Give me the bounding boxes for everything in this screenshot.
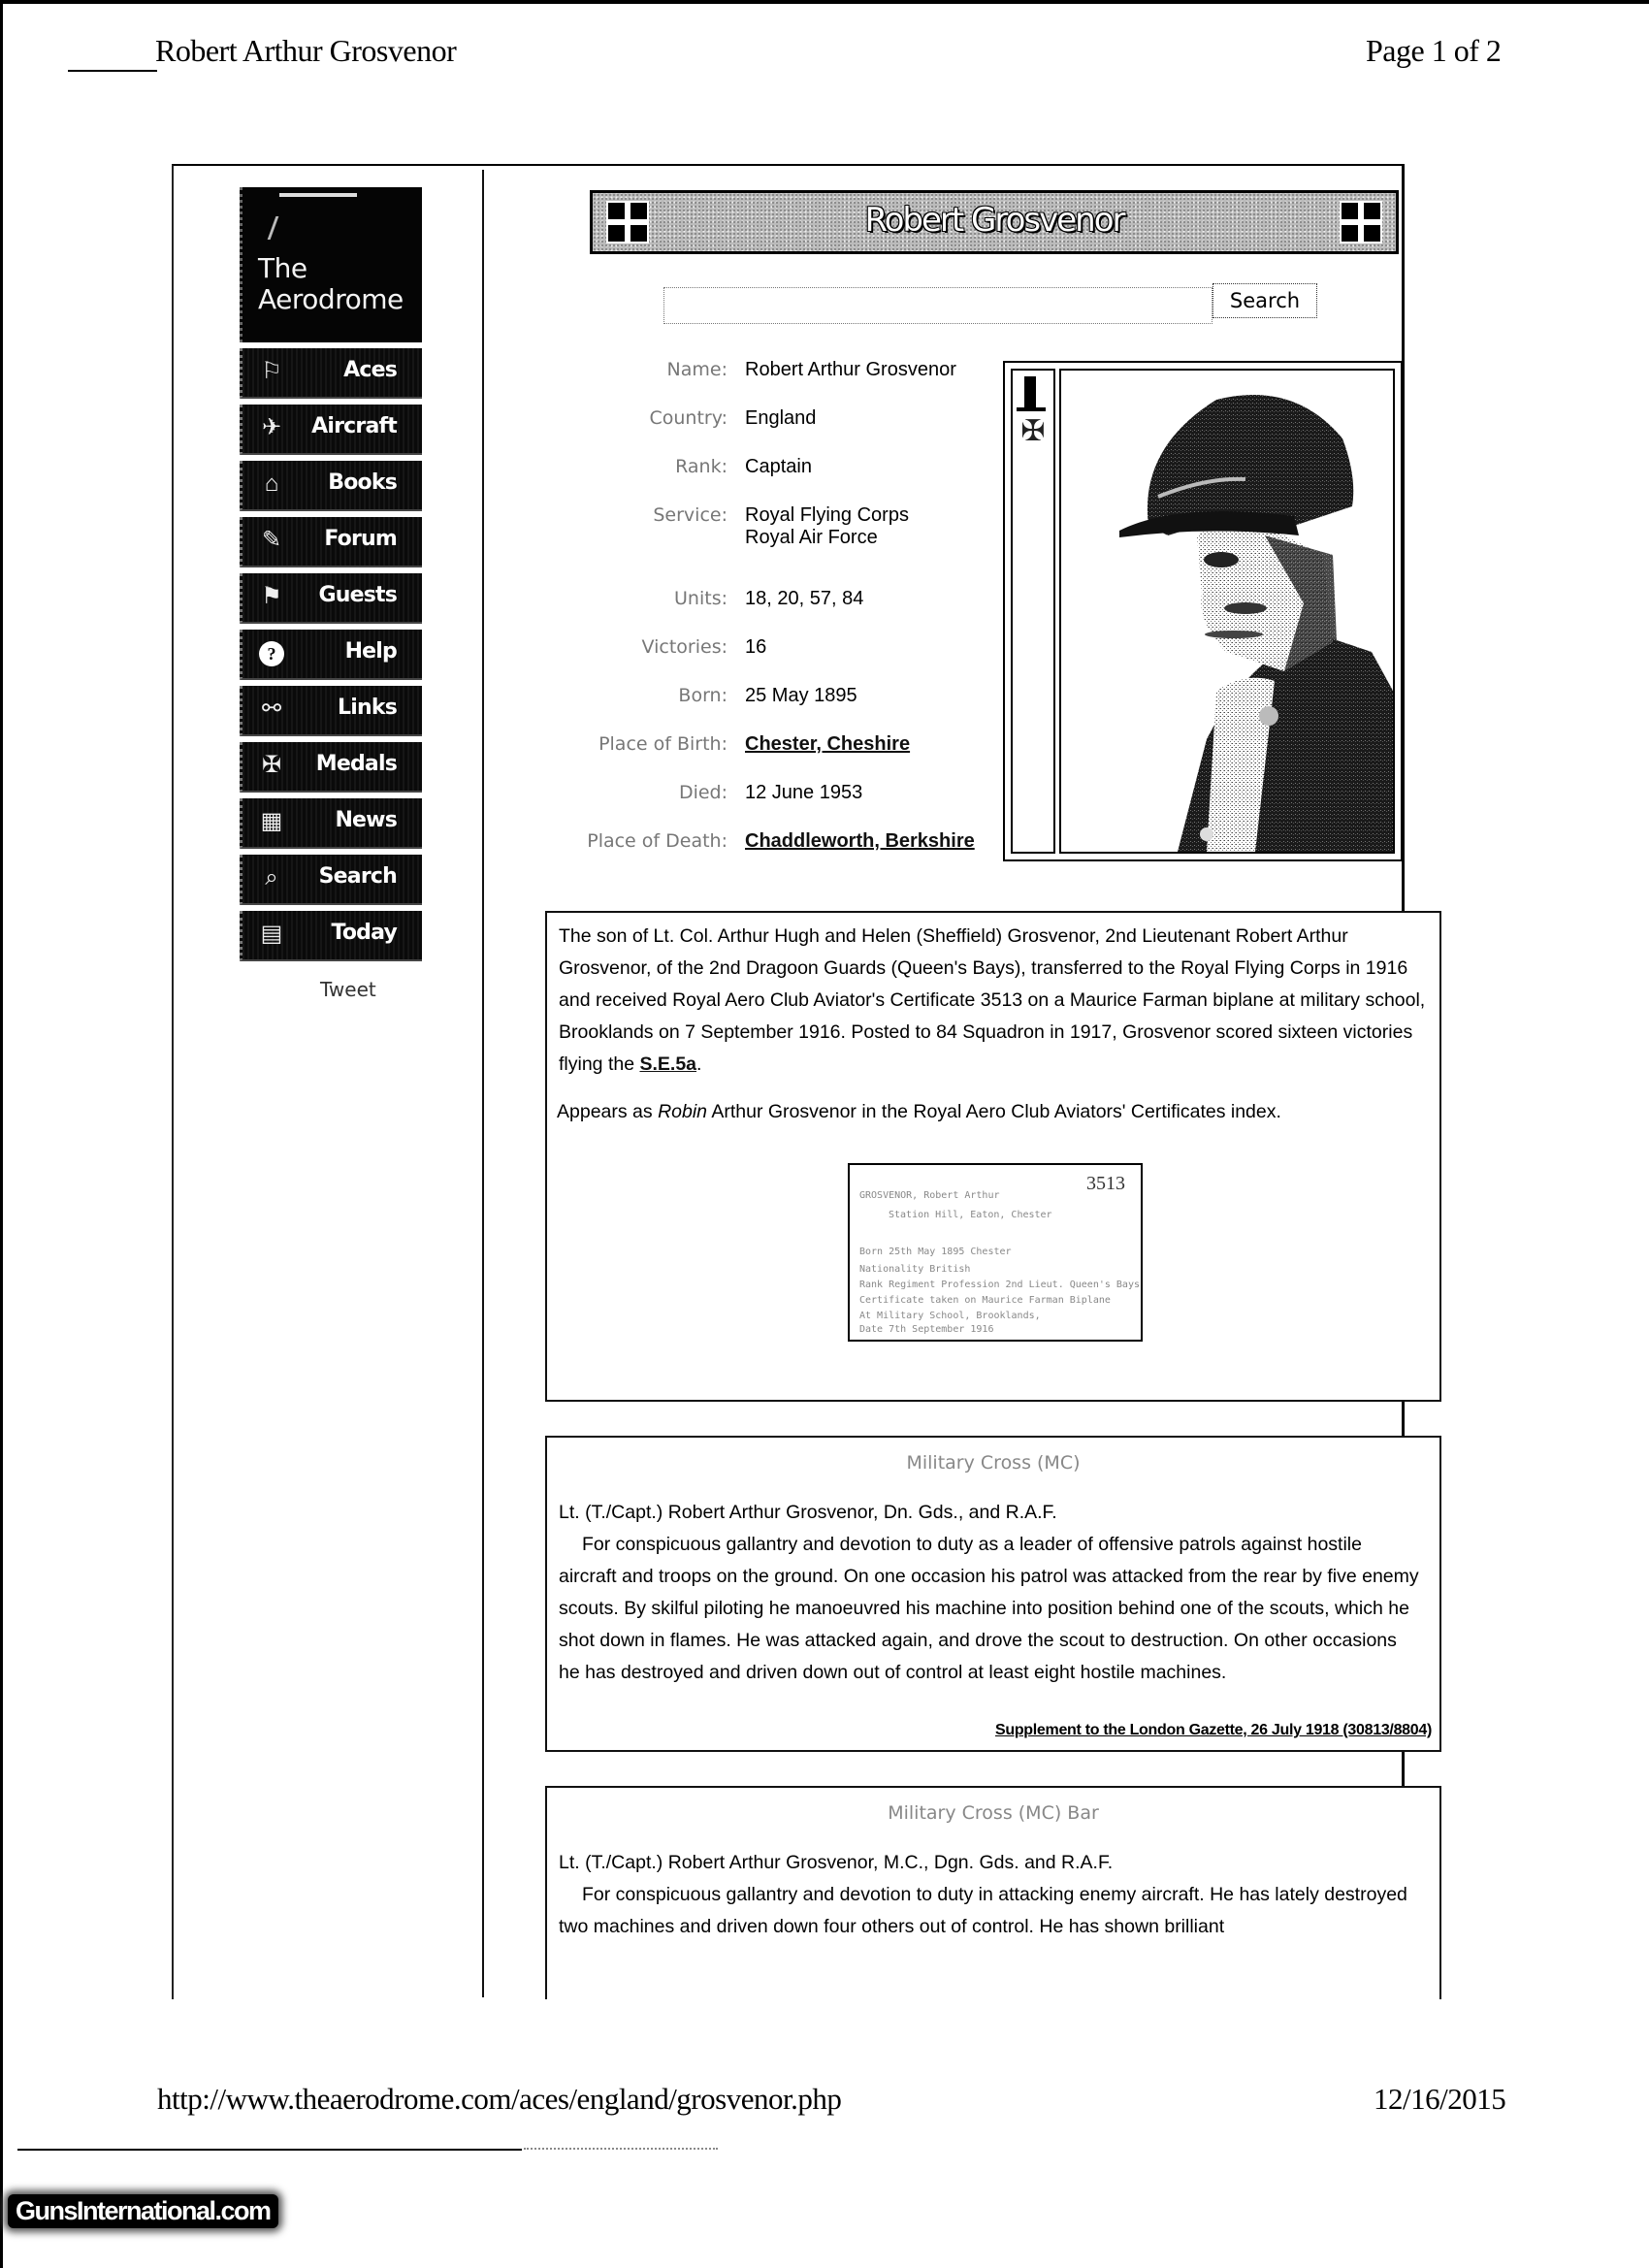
bio-value <box>745 782 862 804</box>
search-icon: ⌕ <box>265 865 278 891</box>
gazette-link[interactable]: Supplement to the London Gazette, 26 July 1918 (30813/8804) <box>994 1722 1432 1738</box>
sidebar-item-label: News <box>335 808 397 832</box>
bio-value-line: 18, 20, 57, 84 <box>745 588 864 609</box>
bio-label: Place of Birth: <box>598 733 728 755</box>
award-title: Military Cross (MC) <box>906 1452 1081 1474</box>
bio-value-line: Chaddleworth, Berkshire <box>745 830 975 852</box>
header-rule <box>68 70 157 72</box>
print-footer-date: 12/16/2015 <box>1374 2082 1506 2116</box>
bio-label: Units: <box>674 588 728 609</box>
bio-label: Died: <box>678 782 728 803</box>
biography-text: The son of Lt. Col. Arthur Hugh and Helen (Sheffield) Grosvenor, 2nd Lieutenant Robert Arthur Grosvenor, of the 2nd Dragoon Guards (Queen's Bays), transferred to the Royal Flying Corps in 1916 and received Royal Aero Club Aviator's Certificate 3513 on a Maurice Farman biplane at military school, Brooklands on 7 September 1916. Posted to 84 Squadron in 1917, Grosvenor scored sixteen victories flying the <box>559 925 1426 1075</box>
search-input[interactable] <box>663 287 1212 324</box>
bio-value-line: Royal Flying Corps <box>745 504 909 526</box>
award-mc-bar-box <box>545 1786 1441 1999</box>
mc-ribbon-bar-icon <box>1017 407 1046 411</box>
books-icon: ⌂ <box>264 471 279 497</box>
sidebar-item-label: Books <box>328 470 397 495</box>
military-cross-icon: ✠ <box>1020 415 1046 447</box>
sidebar-nav <box>240 187 422 961</box>
search-button[interactable]: Search <box>1212 283 1317 318</box>
print-header-title: Robert Arthur Grosvenor <box>155 33 457 68</box>
bio-label: Born: <box>678 685 728 706</box>
award-mc-box <box>545 1436 1441 1752</box>
aces-icon: ⚐ <box>261 359 282 384</box>
bio-label: Country: <box>649 407 728 429</box>
bio-value <box>745 456 812 478</box>
sidebar-item-help[interactable] <box>240 630 422 680</box>
award-title: Military Cross (MC) Bar <box>888 1802 1099 1824</box>
help-icon <box>254 639 289 666</box>
sidebar-item-search[interactable] <box>240 855 422 905</box>
biography-paragraph <box>559 921 1432 1081</box>
portrait-image <box>1061 371 1393 852</box>
bio-value <box>745 407 816 430</box>
certificate-number: 3513 <box>1086 1173 1125 1194</box>
bio-label: Service: <box>653 504 728 526</box>
bio-label: Name: <box>666 359 728 380</box>
footer-rule <box>17 2149 522 2151</box>
sidebar-item-aircraft[interactable] <box>240 405 422 455</box>
se5a-link[interactable]: S.E.5a <box>639 1053 697 1075</box>
bio-value <box>745 588 863 610</box>
certificate-line: Nationality British <box>859 1264 971 1275</box>
bio-value <box>745 636 766 659</box>
note-pre: Appears as <box>557 1101 659 1122</box>
scan-edge <box>0 0 3 2268</box>
bio-value-line: Royal Air Force <box>745 527 878 548</box>
sidebar-item-medals[interactable] <box>240 742 422 793</box>
aircraft-icon: ✈ <box>261 415 282 440</box>
print-page-number: Page 1 of 2 <box>1366 33 1502 68</box>
certificate-line: Certificate taken on Maurice Farman Biplane <box>859 1295 1111 1306</box>
tweet-link[interactable]: Tweet <box>320 978 376 1001</box>
sidebar-item-label: Forum <box>324 527 397 551</box>
certificate-line: At Military School, Brooklands, <box>859 1311 1041 1321</box>
logo-line-the: The <box>258 252 307 284</box>
footer-rule <box>524 2148 718 2153</box>
biplane-icon <box>279 193 357 197</box>
biplane-icon <box>268 216 297 240</box>
watermark-logo: GunsInternational.com <box>8 2194 278 2228</box>
bio-value <box>745 359 956 381</box>
certificate-line: Rank Regiment Profession 2nd Lieut. Queen's Bays <box>859 1280 1140 1290</box>
sidebar-item-forum[interactable] <box>240 517 422 567</box>
sidebar-item-links[interactable] <box>240 686 422 736</box>
certificate-line: Date 7th September 1916 <box>859 1324 994 1335</box>
sidebar-item-label: Search <box>318 864 397 889</box>
bio-label: Place of Death: <box>587 830 728 852</box>
certificate-line: Station Hill, Eaton, Chester <box>889 1210 1052 1220</box>
bio-value <box>745 504 909 549</box>
sidebar-item-label: Guests <box>318 583 397 607</box>
aerodrome-logo[interactable] <box>240 187 422 342</box>
logo-line-aerodrome: Aerodrome <box>258 283 404 315</box>
sidebar-item-aces[interactable] <box>240 348 422 399</box>
sidebar-item-news[interactable] <box>240 798 422 849</box>
sidebar-item-guests[interactable] <box>240 573 422 624</box>
award-recipient: Lt. (T./Capt.) Robert Arthur Grosvenor, M.C., Dgn. Gds. and R.A.F. <box>559 1852 1114 1873</box>
sidebar-item-label: Aces <box>343 358 397 382</box>
bio-value-line: England <box>745 407 817 429</box>
scan-edge <box>0 0 1649 4</box>
sidebar-item-label: Help <box>344 639 397 664</box>
certificate-note-text <box>557 1096 1281 1128</box>
sidebar-item-label: Today <box>331 921 397 945</box>
calendar-icon: ▤ <box>260 922 283 947</box>
print-footer-url: http://www.theaerodrome.com/aces/england/grosvenor.php <box>157 2082 842 2116</box>
bio-value-line: Captain <box>745 456 812 477</box>
sidebar-item-today[interactable] <box>240 911 422 961</box>
portrait-photo <box>1059 369 1395 854</box>
note-italic-name: Robin <box>658 1101 708 1122</box>
bio-value-line: 16 <box>745 636 767 658</box>
bio-value-line: 12 June 1953 <box>745 782 863 803</box>
award-citation: For conspicuous gallantry and devotion to duty in attacking enemy aircraft. He has lately destroyed two machines and driven down four others out of control. He has shown brilliant <box>559 1884 1407 1937</box>
portrait-frame <box>1003 361 1403 861</box>
certificate-line: GROSVENOR, Robert Arthur <box>859 1190 1000 1201</box>
nav-list <box>240 348 422 961</box>
award-citation: For conspicuous gallantry and devotion to duty as a leader of offensive patrols against hostile aircraft and troops on the ground. On one occasion his patrol was attacked from the rear by five enemy scouts. By skilful piloting he manoeuvred his machine into position behind one of the scouts, which he shot down in flames. He was attacked again, and drove the scout to destruction. On other occasions he has destroyed and driven down out of control at least eight hostile machines. <box>559 1534 1419 1683</box>
biography-text-end: . <box>696 1053 702 1075</box>
links-icon: ⚯ <box>261 697 282 722</box>
news-icon: ▦ <box>260 809 283 834</box>
bio-value-line: Chester, Cheshire <box>745 733 911 755</box>
place-link[interactable] <box>745 830 975 853</box>
aviator-certificate-card <box>848 1163 1143 1342</box>
bio-value-line: 25 May 1895 <box>745 685 857 706</box>
title-banner <box>590 190 1399 254</box>
bio-label: Rank: <box>675 456 728 477</box>
help-circle-icon: ? <box>259 641 284 666</box>
bio-value <box>745 685 857 707</box>
sidebar-item-books[interactable] <box>240 461 422 511</box>
bio-label: Victories: <box>641 636 728 658</box>
forum-icon: ✎ <box>261 528 282 553</box>
sidebar-item-label: Links <box>338 696 397 720</box>
place-link[interactable] <box>745 733 910 756</box>
column-divider <box>482 170 484 1997</box>
note-post: Arthur Grosvenor in the Royal Aero Club Aviators' Certificates index. <box>707 1101 1281 1122</box>
award-recipient: Lt. (T./Capt.) Robert Arthur Grosvenor, Dn. Gds., and R.A.F. <box>559 1502 1057 1523</box>
guests-icon: ⚑ <box>261 584 282 609</box>
union-jack-icon <box>1340 201 1382 243</box>
certificate-line: Born 25th May 1895 Chester <box>859 1247 1012 1257</box>
page-title: Robert Grosvenor <box>864 201 1124 240</box>
sidebar-item-label: Medals <box>315 752 397 776</box>
medals-icon: ✠ <box>261 753 282 778</box>
logo-text <box>258 253 404 315</box>
sidebar-item-label: Aircraft <box>311 414 397 438</box>
medal-strip <box>1011 369 1055 854</box>
bio-value-line: Robert Arthur Grosvenor <box>745 359 956 380</box>
mc-ribbon-icon <box>1024 376 1036 409</box>
